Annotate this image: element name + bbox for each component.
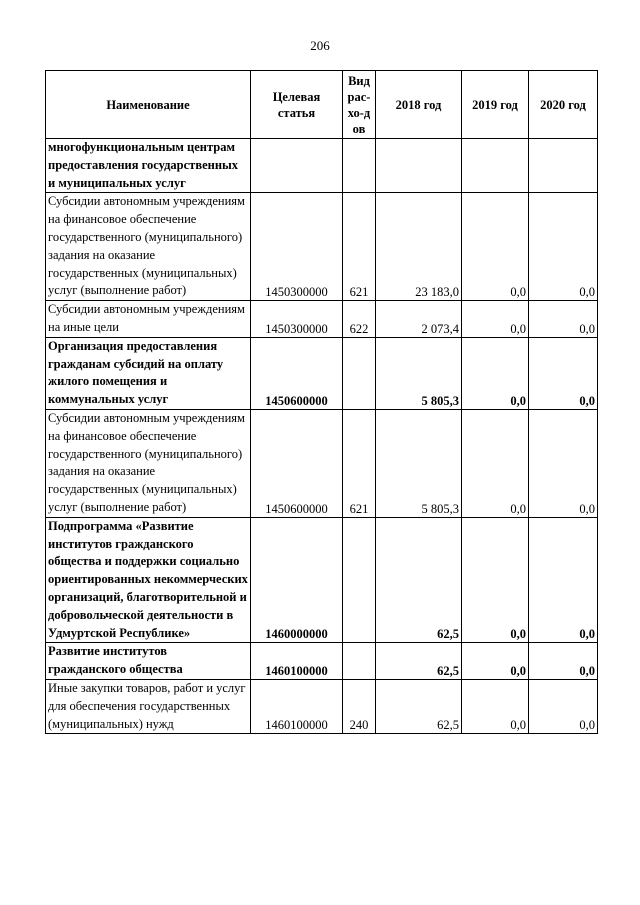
- table-header-row: [46, 71, 598, 139]
- row-value-2018: 2 073,4: [376, 301, 462, 338]
- row-expense-kind: 622: [343, 301, 376, 338]
- header-2019: 2019 год: [462, 71, 529, 139]
- row-value-2018: 62,5: [376, 643, 462, 680]
- row-expense-kind: [343, 643, 376, 680]
- header-kind-label: Вид рас-хо-дов: [347, 73, 371, 136]
- row-value-2019: [462, 139, 529, 193]
- row-value-2018: 23 183,0: [376, 193, 462, 301]
- row-expense-kind: 621: [343, 409, 376, 517]
- row-name: Организация предоставления гражданам субсидий на оплату жилого помещения и коммунальных услуг: [46, 337, 251, 409]
- row-name: многофункциональным центрам предоставления государственных и муниципальных услуг: [46, 139, 251, 193]
- table-row: [46, 301, 598, 338]
- table-row: [46, 337, 598, 409]
- row-target-code: 1450300000: [251, 193, 343, 301]
- row-value-2019: 0,0: [462, 679, 529, 733]
- header-2018: 2018 год: [376, 71, 462, 139]
- row-value-2019: 0,0: [462, 193, 529, 301]
- row-value-2019: 0,0: [462, 409, 529, 517]
- row-name: Субсидии автономным учреждениям на финансовое обеспечение государственного (муниципального) задания на оказание государственных (муниципальных) услуг (выполнение работ): [46, 409, 251, 517]
- row-value-2020: 0,0: [529, 193, 598, 301]
- table-row: [46, 139, 598, 193]
- row-value-2018: 62,5: [376, 679, 462, 733]
- row-name: Подпрограмма «Развитие институтов гражданского общества и поддержки социально ориентированных некоммерческих организаций, благотворительной и добровольческой деятельности в Удмуртской Республике»: [46, 517, 251, 643]
- row-value-2019: 0,0: [462, 643, 529, 680]
- budget-table: [45, 70, 598, 734]
- row-value-2018: 5 805,3: [376, 409, 462, 517]
- row-value-2020: 0,0: [529, 409, 598, 517]
- row-value-2018: 5 805,3: [376, 337, 462, 409]
- row-value-2020: [529, 139, 598, 193]
- row-name: Развитие институтов гражданского общества: [46, 643, 251, 680]
- table-row: [46, 409, 598, 517]
- table-row: [46, 679, 598, 733]
- row-name: Субсидии автономным учреждениям на иные цели: [46, 301, 251, 338]
- row-expense-kind: [343, 517, 376, 643]
- header-name: Наименование: [46, 71, 251, 139]
- table-row: [46, 193, 598, 301]
- row-target-code: 1460000000: [251, 517, 343, 643]
- header-kind: [343, 71, 376, 139]
- row-target-code: [251, 139, 343, 193]
- row-expense-kind: 621: [343, 193, 376, 301]
- row-target-code: 1460100000: [251, 679, 343, 733]
- row-expense-kind: [343, 337, 376, 409]
- row-name: Субсидии автономным учреждениям на финансовое обеспечение государственного (муниципального) задания на оказание государственных (муниципальных) услуг (выполнение работ): [46, 193, 251, 301]
- row-value-2019: 0,0: [462, 301, 529, 338]
- row-value-2020: 0,0: [529, 301, 598, 338]
- header-2020: 2020 год: [529, 71, 598, 139]
- row-value-2018: 62,5: [376, 517, 462, 643]
- row-name: Иные закупки товаров, работ и услуг для обеспечения государственных (муниципальных) нужд: [46, 679, 251, 733]
- row-value-2020: 0,0: [529, 643, 598, 680]
- row-target-code: 1450600000: [251, 337, 343, 409]
- row-expense-kind: [343, 139, 376, 193]
- row-value-2019: 0,0: [462, 517, 529, 643]
- row-value-2020: 0,0: [529, 517, 598, 643]
- table-row: [46, 517, 598, 643]
- row-target-code: 1460100000: [251, 643, 343, 680]
- row-target-code: 1450300000: [251, 301, 343, 338]
- page-number: 206: [310, 38, 330, 53]
- header-code: [251, 71, 343, 139]
- row-expense-kind: 240: [343, 679, 376, 733]
- row-value-2020: 0,0: [529, 679, 598, 733]
- row-value-2020: 0,0: [529, 337, 598, 409]
- row-value-2019: 0,0: [462, 337, 529, 409]
- header-code-label: Целевая статья: [272, 89, 321, 120]
- row-value-2018: [376, 139, 462, 193]
- row-target-code: 1450600000: [251, 409, 343, 517]
- table-row: [46, 643, 598, 680]
